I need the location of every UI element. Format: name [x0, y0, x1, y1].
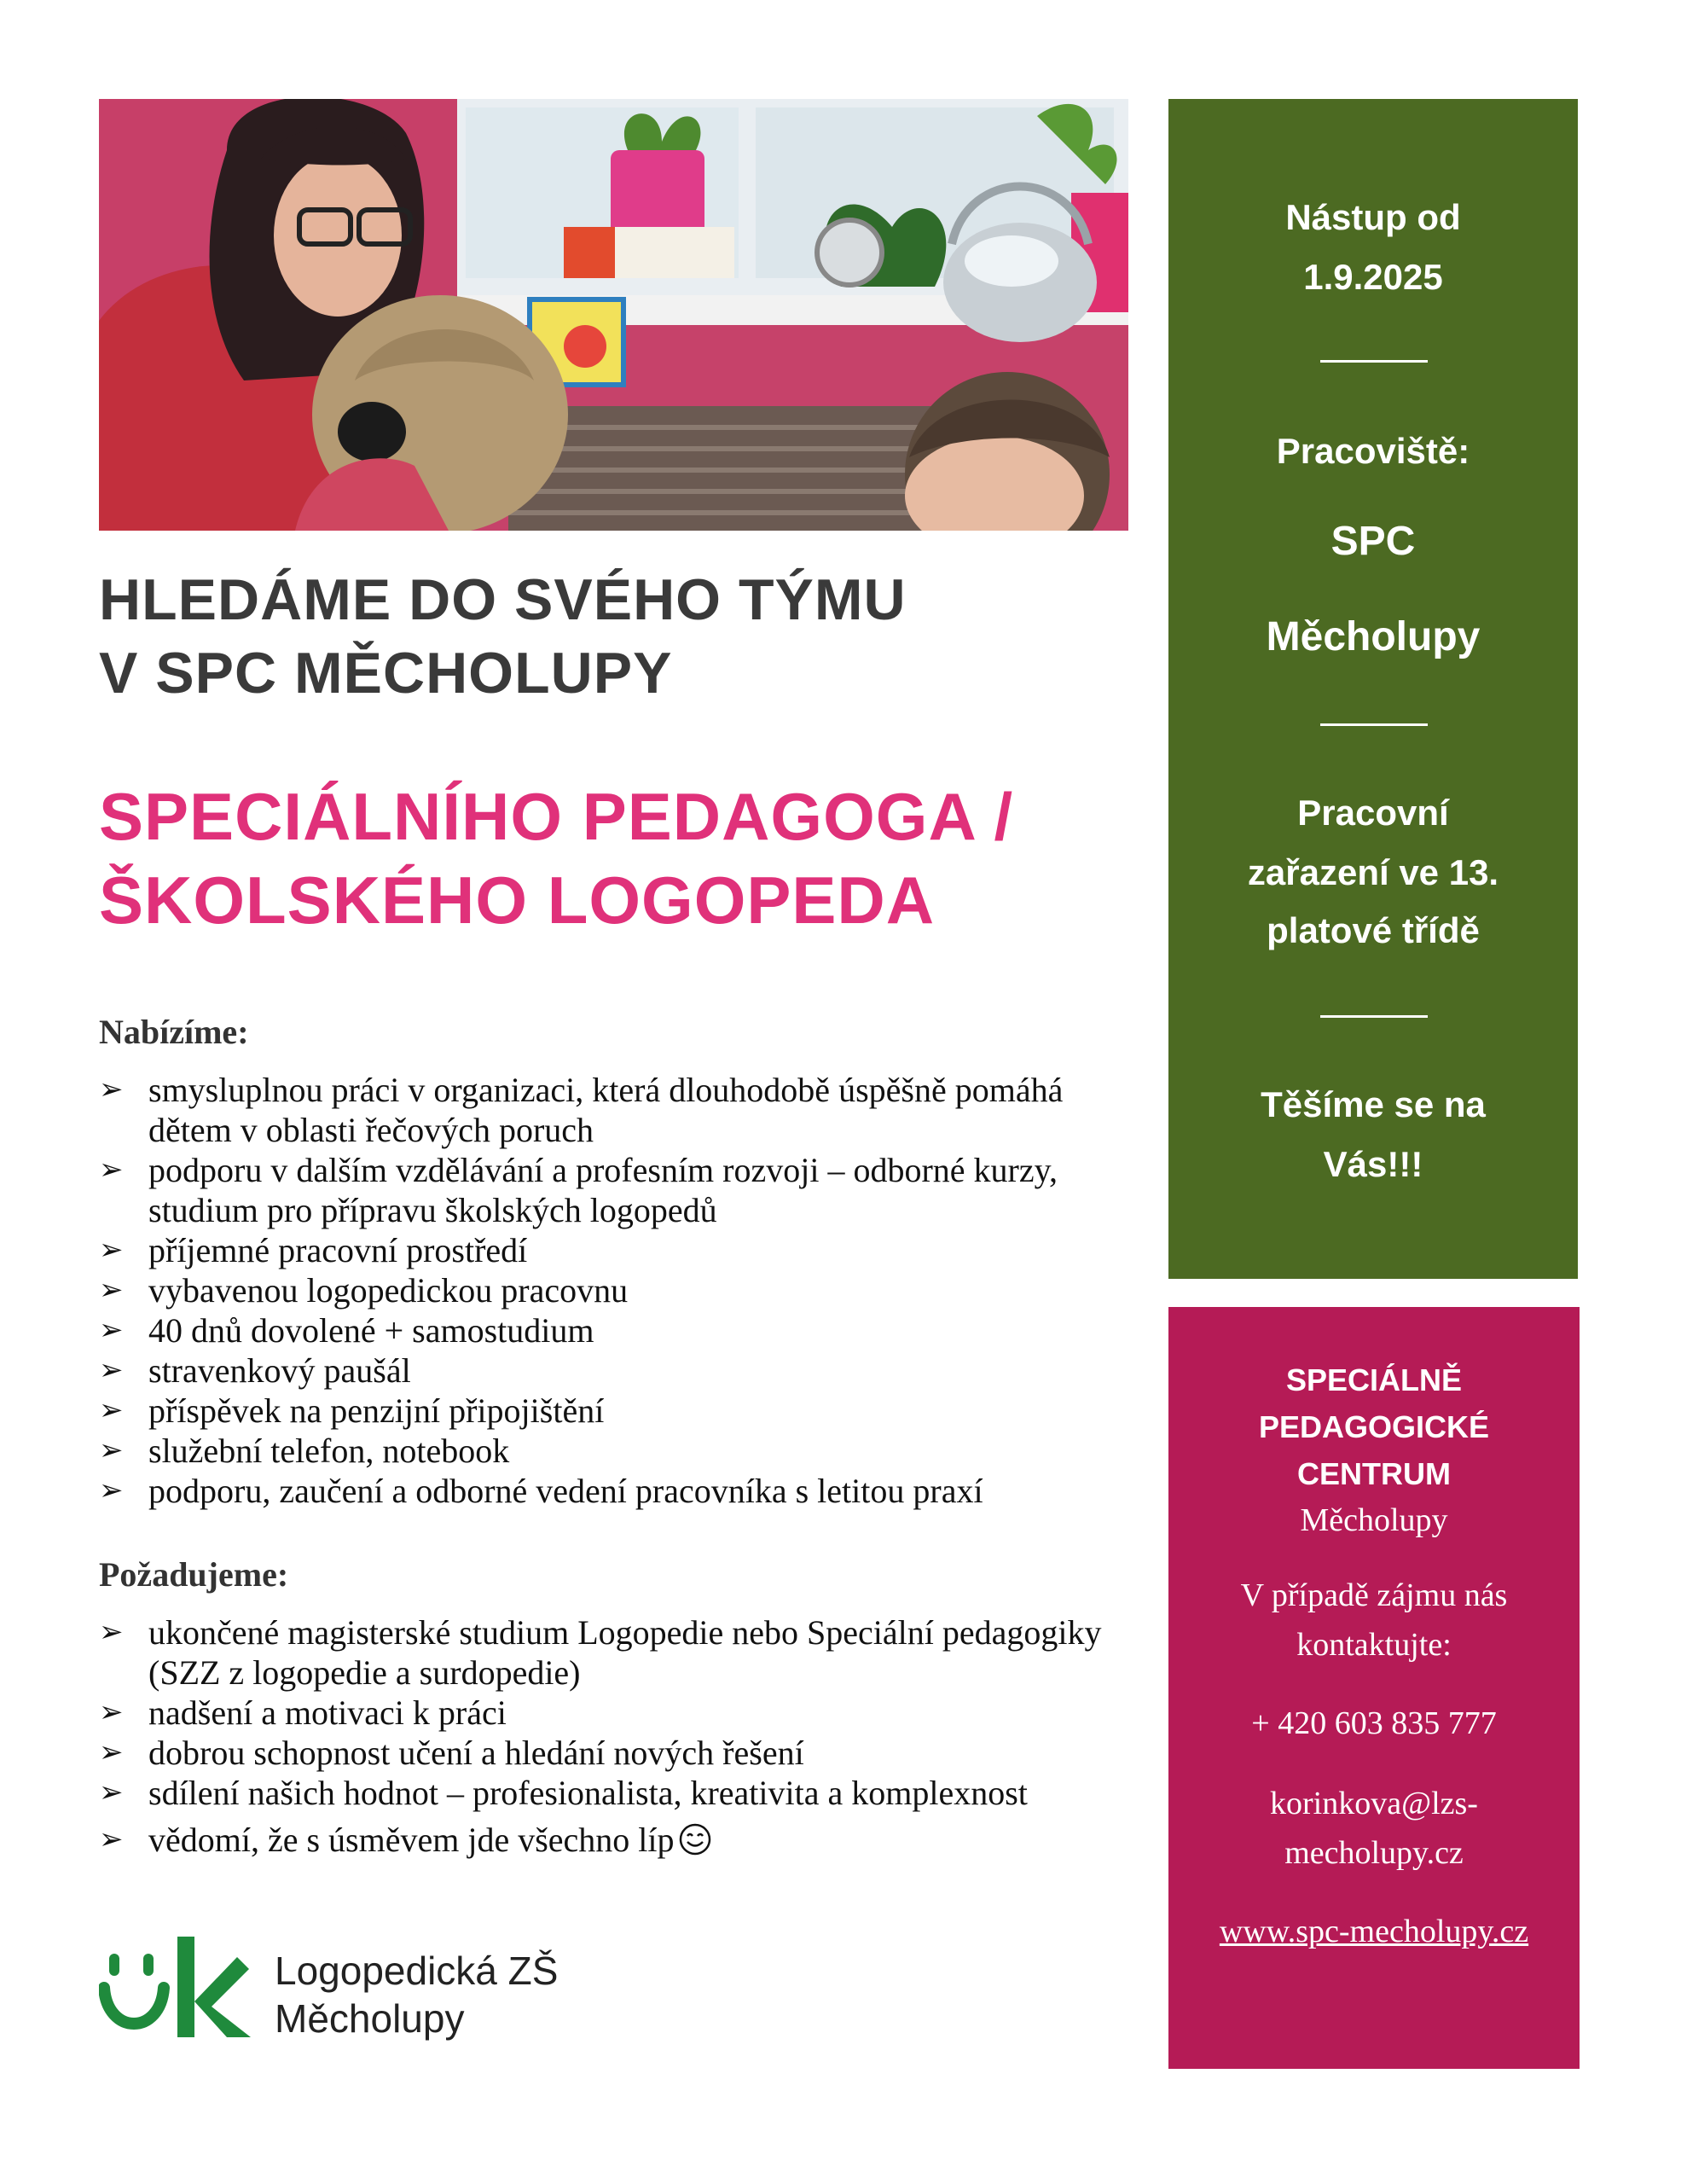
list-item: ➢ služební telefon, notebook — [99, 1432, 510, 1470]
main-heading-line1: HLEDÁME DO SVÉHO TÝMU — [99, 567, 907, 632]
logo-text-line1: Logopedická ZŠ — [275, 1949, 559, 1993]
email-line2[interactable]: mecholupy.cz — [1284, 1835, 1464, 1871]
list-item: ➢ příspěvek na penzijní připojištění — [99, 1391, 605, 1430]
list-item: ➢ podporu, zaučení a odborné vedení pracovníka s letitou praxí — [99, 1472, 983, 1510]
position-heading — [99, 775, 1157, 942]
workplace-label: Pracoviště: — [1276, 431, 1470, 471]
list-item: ➢ ukončené magisterské studium Logopedie nebo Speciální pedagogiky (SZZ z logopedie a surdopedie) — [99, 1613, 1102, 1692]
grade-line2: zařazení ve 13. — [1247, 852, 1499, 892]
arrowhead-bullet-icon: ➢ — [99, 1353, 124, 1387]
list-item: ➢ 40 dnů dovolené + samostudium — [99, 1311, 594, 1350]
header-photo — [99, 99, 1128, 531]
main-heading — [99, 563, 1139, 710]
info-panel-green — [1168, 99, 1578, 1279]
require-list — [99, 1612, 1148, 1860]
arrowhead-bullet-icon: ➢ — [99, 1473, 124, 1507]
position-heading-line1: SPECIÁLNÍHO PEDAGOGA / — [99, 779, 1014, 854]
workplace-line1: SPC — [1330, 519, 1416, 564]
phone-number[interactable]: + 420 603 835 777 — [1251, 1705, 1497, 1741]
arrowhead-bullet-icon: ➢ — [99, 1233, 124, 1267]
contact-panel-pink — [1168, 1307, 1580, 2069]
center-place: Měcholupy — [1300, 1502, 1448, 1538]
divider — [1320, 360, 1428, 363]
list-item: ➢ smysluplnou práci v organizaci, která dlouhodobě úspěšně pomáhá dětem v oblasti řečových poruch — [99, 1071, 1064, 1149]
start-date: 1.9.2025 — [1303, 257, 1443, 297]
school-logo — [99, 1935, 628, 2054]
email-line1[interactable]: korinkova@lzs- — [1270, 1786, 1478, 1821]
arrowhead-bullet-icon: ➢ — [99, 1433, 124, 1467]
divider — [1320, 1015, 1428, 1018]
closing-line1: Těšíme se na — [1261, 1084, 1486, 1124]
arrowhead-bullet-icon: ➢ — [99, 1153, 124, 1187]
arrowhead-bullet-icon: ➢ — [99, 1273, 124, 1307]
arrowhead-bullet-icon: ➢ — [99, 1313, 124, 1347]
list-item: ➢ vybavenou logopedickou pracovnu — [99, 1271, 629, 1310]
start-label: Nástup od — [1285, 197, 1461, 237]
center-title-line3: CENTRUM — [1297, 1456, 1451, 1491]
arrowhead-bullet-icon: ➢ — [99, 1822, 124, 1856]
website-link[interactable]: www.spc-mecholupy.cz — [1219, 1914, 1529, 1949]
offer-title: Nabízíme: — [99, 1013, 249, 1051]
list-item: ➢ podporu v dalším vzdělávání a profesním rozvoji – odborné kurzy, studium pro přípravu školských logopedů — [99, 1151, 1058, 1229]
list-item: ➢ stravenkový paušál — [99, 1351, 411, 1390]
require-title: Požadujeme: — [99, 1555, 289, 1594]
position-heading-line2: ŠKOLSKÉHO LOGOPEDA — [99, 863, 936, 938]
photo-illustration — [99, 99, 1128, 531]
list-item: ➢ sdílení našich hodnot – profesionalista, kreativita a komplexnost — [99, 1774, 1028, 1812]
arrowhead-bullet-icon: ➢ — [99, 1615, 124, 1649]
offer-list — [99, 1070, 1148, 1511]
center-title-line1: SPECIÁLNĚ — [1285, 1362, 1463, 1397]
list-item: ➢ dobrou schopnost učení a hledání nových řešení — [99, 1734, 804, 1772]
grade-line1: Pracovní — [1297, 793, 1449, 833]
list-item: ➢ vědomí, že s úsměvem jde všechno líp — [99, 1820, 1148, 1860]
contact-line1: V případě zájmu nás — [1240, 1577, 1508, 1613]
logo-text-line2: Měcholupy — [275, 1996, 465, 2041]
arrowhead-bullet-icon: ➢ — [99, 1775, 124, 1809]
closing-line2: Vás!!! — [1323, 1144, 1423, 1184]
workplace-line2: Měcholupy — [1266, 614, 1481, 659]
arrowhead-bullet-icon: ➢ — [99, 1072, 124, 1107]
list-item: ➢ nadšení a motivaci k práci — [99, 1693, 507, 1732]
logo-mark-icon — [99, 1935, 252, 2046]
center-title — [1168, 1356, 1580, 1497]
grade-line3: platové třídě — [1267, 910, 1480, 950]
contact-line2: kontaktujte: — [1296, 1627, 1452, 1663]
arrowhead-bullet-icon: ➢ — [99, 1695, 124, 1729]
list-item: ➢ příjemné pracovní prostředí — [99, 1231, 528, 1269]
arrowhead-bullet-icon: ➢ — [99, 1393, 124, 1427]
logo-text — [275, 1947, 558, 2042]
main-heading-line2: V SPC MĚCHOLUPY — [99, 641, 673, 706]
arrowhead-bullet-icon: ➢ — [99, 1735, 124, 1769]
smiley-icon — [678, 1822, 712, 1856]
center-title-line2: PEDAGOGICKÉ — [1258, 1409, 1490, 1444]
divider — [1320, 723, 1428, 726]
